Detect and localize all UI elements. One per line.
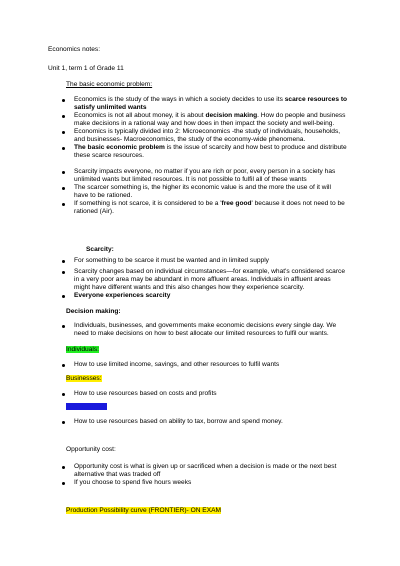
highlighted-label: Governments: xyxy=(66,403,108,410)
scarcity-bullet-2-line-3: might have different wants and this also changes how they experience scarcity. xyxy=(74,284,305,291)
individuals-label xyxy=(66,346,99,354)
ppc-label xyxy=(66,507,221,515)
governments-label xyxy=(66,403,107,411)
opportunity-bullet-1-line-2: alternative that was traded off xyxy=(74,471,161,478)
scarcity-bullet-1: For something to be scarce it must be wanted and in limited supply xyxy=(74,257,269,264)
highlighted-label: Production Possibility curve (FRONTIER)- ON EXAM xyxy=(66,507,221,514)
highlighted-label: Individuals: xyxy=(66,346,99,353)
bp-bullet-1-line-1 xyxy=(74,96,347,104)
bp-bullet-4-line-2: these scarce resources. xyxy=(74,152,144,159)
bold-text: scarce resources to xyxy=(284,96,348,103)
bold-text: free good xyxy=(221,200,252,207)
text: ' because it does not need to be xyxy=(251,200,345,207)
bullet xyxy=(62,171,65,174)
text: Economics is not all about money, it is about xyxy=(74,112,206,119)
decision-making-heading: Decision making: xyxy=(66,308,121,315)
bullet xyxy=(62,295,65,298)
bullet xyxy=(62,466,65,469)
bullet xyxy=(62,131,65,134)
bullet xyxy=(62,203,65,206)
businesses-bullet: How to use resources based on costs and profits xyxy=(74,390,217,397)
bullet xyxy=(62,482,65,485)
bp-bullet-3-line-2: and businesses- Macroeconomics, the study of the economy-wide phenomena. xyxy=(74,136,306,143)
scarcity-bullet-2-line-2: in a very poor area may be abundant in more affluent areas. Individuals in affluent areas xyxy=(74,276,331,283)
bp-bullet-5-line-2: unlimited wants but limited resources. It is not possible to fulfil all of these wants xyxy=(74,176,307,183)
opportunity-cost-heading: Opportunity cost: xyxy=(66,446,116,453)
bold-text: The basic economic problem xyxy=(74,144,165,151)
businesses-label xyxy=(66,375,102,383)
bullet xyxy=(62,99,65,102)
bp-bullet-2-line-1 xyxy=(74,112,345,120)
decision-bullet-1-line-2: need to make decisions on how to best allocate our limited resources to fulfil our wants. xyxy=(74,330,329,337)
bullet xyxy=(62,115,65,118)
text: Economics is the study of the ways in which a society decides to use its xyxy=(74,96,285,103)
bp-bullet-1-line-2: satisfy unlimited wants xyxy=(74,104,147,111)
basic-problem-heading: The basic economic problem: xyxy=(66,81,153,88)
bp-bullet-5-line-1: Scarcity impacts everyone, no matter if you are rich or poor, every person in a society has xyxy=(74,168,336,175)
bp-bullet-3-line-1: Economics is typically divided into 2: Microeconomics -the study of individuals, households, xyxy=(74,128,341,135)
highlighted-label: Businesses: xyxy=(66,375,102,382)
bp-bullet-7-line-2: rationed (Air). xyxy=(74,208,114,215)
bullet xyxy=(62,364,65,367)
bp-bullet-7-line-1 xyxy=(74,200,345,208)
governments-bullet: How to use resources based on ability to tax, borrow and spend money. xyxy=(74,418,283,425)
bold-text: decision making xyxy=(205,112,258,119)
opportunity-bullet-2: If you choose to spend five hours weeks xyxy=(74,479,192,486)
scarcity-heading: Scarcity: xyxy=(86,246,114,253)
individuals-bullet: How to use limited income, savings, and other resources to fulfil wants xyxy=(74,361,280,368)
bp-bullet-2-line-2: make decisions in a rational way and how does in then impact the society and well-being. xyxy=(74,120,335,127)
bullet xyxy=(62,421,65,424)
scarcity-bullet-3: Everyone experiences scarcity xyxy=(74,292,171,299)
opportunity-bullet-1-line-1: Opportunity cost is what is given up or sacrificed when a decision is made or the next best xyxy=(74,463,337,470)
bullet xyxy=(62,260,65,263)
bullet xyxy=(62,393,65,396)
text: If something is not scarce, it is considered to be a ' xyxy=(74,200,222,207)
bullet xyxy=(62,187,65,190)
bullet xyxy=(62,325,65,328)
unit-line: Unit 1, term 1 of Grade 11 xyxy=(48,65,124,72)
bp-bullet-6-line-2: have to be rationed. xyxy=(74,192,133,199)
text: is the issue of scarcity and how best to produce and distribute xyxy=(164,144,347,151)
document-title: Economics notes: xyxy=(48,46,101,53)
bullet xyxy=(62,271,65,274)
bullet xyxy=(62,147,65,150)
bp-bullet-6-line-1: The scarcer something is, the higher its economic value is and the more the use of it will xyxy=(74,184,331,191)
bp-bullet-4-line-1 xyxy=(74,144,347,152)
text: . How do people and business xyxy=(257,112,346,119)
scarcity-bullet-2-line-1: Scarcity changes based on individual circumstances—for example, what's considered scarce xyxy=(74,268,346,275)
decision-bullet-1-line-1: Individuals, businesses, and governments make economic decisions every single day. We xyxy=(74,322,337,329)
